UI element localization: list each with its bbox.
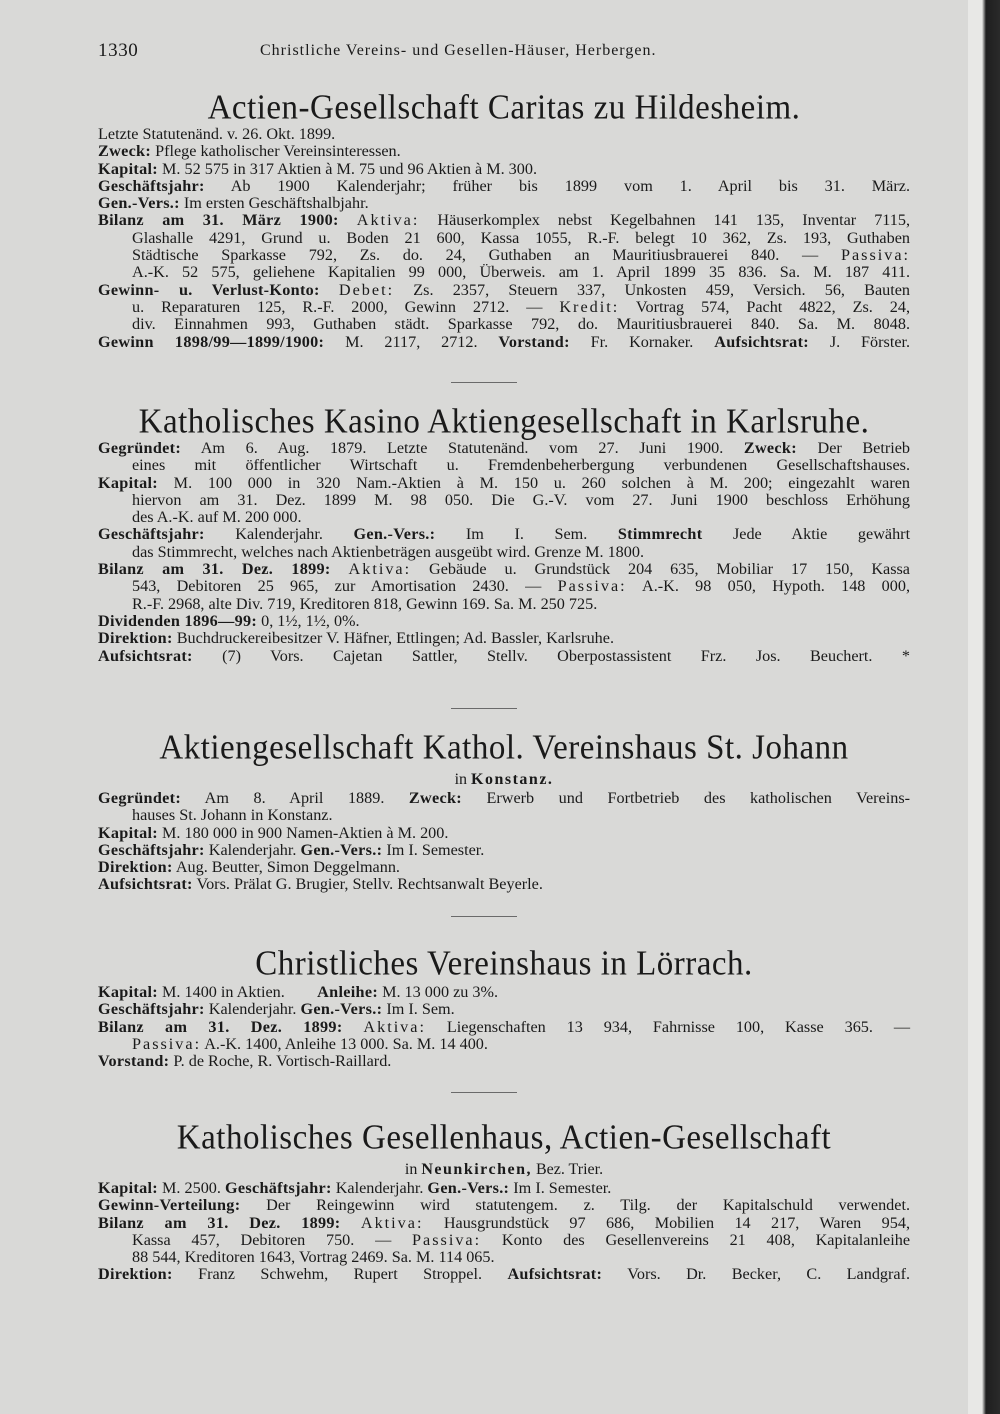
entry-line: des A.-K. auf M. 200 000. bbox=[132, 508, 302, 527]
field-label: Gen.-Vers.: bbox=[300, 1000, 383, 1019]
field-label: Aufsichtsrat: bbox=[98, 646, 193, 665]
field-label: Zweck: bbox=[98, 142, 152, 161]
section-divider bbox=[451, 708, 517, 709]
entry-line: Direktion: Aug. Beutter, Simon Deggelmann. bbox=[98, 858, 400, 877]
field-label: Geschäftsjahr: bbox=[98, 525, 205, 544]
field-label: Stimmrecht bbox=[617, 525, 703, 544]
field-label: Direktion: bbox=[98, 858, 173, 877]
field-label: Zweck: bbox=[743, 439, 797, 457]
field-label: Gen.-Vers.: bbox=[353, 525, 436, 544]
entry-line: Gewinn- u. Verlust-Konto: Debet: Zs. 2357, Steuern 337, Unkosten 459, Versich. 56, Bauten bbox=[98, 280, 911, 299]
field-label: Vorstand: bbox=[98, 1052, 170, 1071]
entry-location: in Neunkirchen, Bez. Trier. bbox=[404, 1161, 604, 1178]
field-label: Geschäftsjahr: bbox=[98, 1000, 205, 1019]
page-edge-shadow bbox=[968, 0, 1000, 1414]
entry-line: Glashalle 4291, Grund u. Boden 21 600, Kassa 1055, R.-F. belegt 10 362, Zs. 193, Guthaben bbox=[132, 228, 910, 247]
entry-line: Kapital: M. 52 575 in 317 Aktien à M. 75 und 96 Aktien à M. 300. bbox=[98, 159, 538, 178]
entry-line: Vorstand: P. de Roche, R. Vortisch-Raillard. bbox=[98, 1052, 392, 1071]
field-label: Zweck: bbox=[408, 789, 462, 807]
entry-line: R.-F. 2968, alte Div. 719, Kreditoren 818, Gewinn 169. Sa. M. 250 725. bbox=[132, 594, 598, 613]
field-label: Gegründet: bbox=[98, 789, 182, 807]
entry-title: Katholisches Kasino Aktiengesellschaft in Karlsruhe. bbox=[138, 403, 870, 441]
entry-line: Kapital: M. 2500. Geschäftsjahr: Kalenderjahr. Gen.-Vers.: Im I. Semester. bbox=[98, 1179, 612, 1197]
entry-line: Geschäftsjahr: Kalenderjahr. Gen.-Vers.: Im I. Sem. Stimmrecht Jede Aktie gewährt bbox=[98, 525, 911, 544]
entry-line: Dividenden 1896—99: 0, 1½, 1½, 0%. bbox=[98, 611, 360, 630]
entry-line: Gegründet: Am 8. April 1889. Zweck: Erwerb und Fortbetrieb des katholischen Vereins- bbox=[98, 789, 911, 807]
entry-line: Bilanz am 31. März 1900: Aktiva: Häuserkomplex nebst Kegelbahnen 141 135, Inventar 7115, bbox=[98, 211, 911, 230]
entry-line: Kapital: M. 180 000 in 900 Namen-Aktien à M. 200. bbox=[98, 823, 449, 842]
section-divider bbox=[451, 382, 517, 383]
entry-line: Bilanz am 31. Dez. 1899: Aktiva: Gebäude u. Grundstück 204 635, Mobiliar 17 150, Kassa bbox=[98, 560, 910, 579]
field-label: Dividenden 1896—99: bbox=[98, 611, 258, 630]
entry-line: das Stimmrecht, welches nach Aktienbeträgen ausgeübt wird. Grenze M. 1800. bbox=[132, 542, 645, 561]
entry-line: eines mit öffentlicher Wirtschaft u. Fremdenbeherbergung verbundenen Gesellschaftshauses. bbox=[132, 456, 910, 475]
field-label: Aufsichtsrat: bbox=[714, 332, 809, 351]
entry-caritas-hildesheim bbox=[98, 88, 910, 351]
field-label: Bilanz am 31. März 1900: bbox=[98, 211, 339, 230]
field-label: Bilanz am 31. Dez. 1899: bbox=[98, 560, 331, 579]
entry-line: 543, Debitoren 25 965, zur Amortisation 2430. — Passiva: A.-K. 98 050, Hypoth. 148 000, bbox=[132, 577, 910, 596]
field-label: Kapital: bbox=[98, 159, 158, 178]
entry-line: hauses St. Johann in Konstanz. bbox=[132, 806, 333, 825]
field-label: Gewinn- u. Verlust-Konto: bbox=[98, 280, 320, 299]
field-label: Kapital: bbox=[98, 1179, 158, 1197]
entry-line: Letzte Statutenänd. v. 26. Okt. 1899. bbox=[98, 125, 336, 143]
field-label: Aufsichtsrat: bbox=[98, 875, 193, 894]
running-title: Christliche Vereins- und Gesellen-Häuser, Herbergen. bbox=[260, 42, 657, 59]
entry-line: u. Reparaturen 125, R.-F. 2000, Gewinn 2712. — Kredit: Vortrag 574, Pacht 4822, Zs. 24, bbox=[132, 297, 911, 316]
field-label: Gen.-Vers.: bbox=[300, 840, 383, 859]
field-label: Geschäftsjahr: bbox=[224, 1179, 332, 1197]
entry-vereinshaus-loerrach bbox=[98, 944, 910, 1070]
page-number: 1330 bbox=[98, 40, 139, 61]
entry-line: Geschäftsjahr: Kalenderjahr. Gen.-Vers.: Im I. Sem. bbox=[98, 1000, 455, 1019]
field-label: Gen.-Vers.: bbox=[98, 194, 180, 213]
entry-line: Gegründet: Am 6. Aug. 1879. Letzte Statutenänd. vom 27. Juni 1900. Zweck: Der Betrieb bbox=[98, 439, 911, 457]
entry-line: Geschäftsjahr: Ab 1900 Kalenderjahr; früher bis 1899 vom 1. April bis 31. März. bbox=[98, 176, 910, 195]
entry-title: Aktiengesellschaft Kathol. Vereinshaus St. Johann bbox=[159, 729, 849, 767]
field-label: Kapital: bbox=[98, 473, 158, 492]
entry-line: Aufsichtsrat: (7) Vors. Cajetan Sattler, Stellv. Oberpostassistent Frz. Jos. Beuchert. * bbox=[98, 646, 911, 665]
entry-line: A.-K. 52 575, geliehene Kapitalien 99 000, Überweis. am 1. April 1899 35 836. Sa. M. 187 411. bbox=[132, 263, 910, 282]
entry-line: Kassa 457, Debitoren 750. — Passiva: Konto des Gesellenvereins 21 408, Kapitalanleihe bbox=[132, 1230, 911, 1249]
section-divider bbox=[451, 1092, 517, 1093]
entry-kasino-karlsruhe bbox=[98, 402, 910, 665]
entry-line: Gewinn-Verteilung: Der Reingewinn wird statutengem. z. Tilg. der Kapitalschuld verwendet. bbox=[98, 1196, 910, 1215]
field-label: Direktion: bbox=[98, 629, 173, 648]
entry-line: Bilanz am 31. Dez. 1899: Aktiva: Hausgrundstück 97 686, Mobilien 14 217, Waren 954, bbox=[98, 1213, 910, 1232]
entry-line: Direktion: Buchdruckereibesitzer V. Häfner, Ettlingen; Ad. Bassler, Karlsruhe. bbox=[98, 629, 614, 648]
field-label: Kapital: bbox=[98, 983, 158, 1001]
entry-line: Geschäftsjahr: Kalenderjahr. Gen.-Vers.: Im I. Semester. bbox=[98, 840, 485, 859]
field-label: Bilanz am 31. Dez. 1899: bbox=[98, 1017, 343, 1036]
entry-line: Zweck: Pflege katholischer Vereinsinteressen. bbox=[98, 142, 401, 161]
entry-title: Katholisches Gesellenhaus, Actien-Gesellschaft bbox=[176, 1119, 832, 1157]
entry-gesellenhaus-neunkirchen bbox=[98, 1118, 910, 1284]
field-label: Gen.-Vers.: bbox=[427, 1179, 510, 1197]
section-divider bbox=[451, 916, 517, 917]
field-label: Geschäftsjahr: bbox=[98, 176, 205, 195]
field-label: Vorstand: bbox=[498, 332, 570, 351]
field-label: Bilanz am 31. Dez. 1899: bbox=[98, 1213, 341, 1232]
entry-line: 88 544, Kreditoren 1643, Vortrag 2469. Sa. M. 114 065. bbox=[132, 1248, 495, 1267]
field-label: Gewinn 1898/99—1899/1900: bbox=[98, 332, 325, 351]
running-header bbox=[98, 36, 928, 62]
entry-line: Direktion: Franz Schwehm, Rupert Stroppel. Aufsichtsrat: Vors. Dr. Becker, C. Landgraf. bbox=[98, 1265, 911, 1284]
entry-line: hiervon am 31. Dez. 1899 M. 98 050. Die G.-V. vom 27. Juni 1900 beschloss Erhöhung bbox=[132, 490, 910, 509]
entry-line: Passiva: A.-K. 1400, Anleihe 13 000. Sa. M. 14 400. bbox=[132, 1034, 488, 1053]
field-label: Aufsichtsrat: bbox=[507, 1265, 603, 1284]
entry-line: Kapital: M. 1400 in Aktien. Anleihe: M. 13 000 zu 3%. bbox=[98, 983, 499, 1001]
field-label: Kapital: bbox=[98, 823, 158, 842]
field-label: Gewinn-Verteilung: bbox=[98, 1196, 241, 1215]
entry-line: Bilanz am 31. Dez. 1899: Aktiva: Liegenschaften 13 934, Fahrnisse 100, Kasse 365. — bbox=[98, 1017, 911, 1036]
entry-line: div. Einnahmen 993, Guthaben städt. Sparkasse 792, do. Mauritiusbrauerei 840. Sa. M. 8048. bbox=[132, 315, 910, 334]
entry-line: Gen.-Vers.: Im ersten Geschäftshalbjahr. bbox=[98, 194, 369, 213]
field-label: Direktion: bbox=[98, 1265, 173, 1284]
entry-line: Städtische Sparkasse 792, Zs. do. 24, Guthaben an Mauritiusbrauerei 840. — Passiva: bbox=[132, 246, 911, 265]
entry-vereinshaus-konstanz bbox=[98, 728, 910, 894]
entry-line: Aufsichtsrat: Vors. Prälat G. Brugier, Stellv. Rechtsanwalt Beyerle. bbox=[98, 875, 543, 894]
entry-location: in Konstanz. bbox=[454, 771, 554, 788]
field-label: Gegründet: bbox=[98, 439, 182, 457]
entry-title: Christliches Vereinshaus in Lörrach. bbox=[255, 945, 753, 983]
entry-title: Actien-Gesellschaft Caritas zu Hildesheim. bbox=[207, 89, 801, 127]
entry-line: Kapital: M. 100 000 in 320 Nam.-Aktien à M. 150 u. 260 solchen à M. 200; eingezahlt waren bbox=[98, 473, 910, 492]
field-label: Geschäftsjahr: bbox=[98, 840, 205, 859]
field-label: Anleihe: bbox=[317, 983, 379, 1001]
entry-line: Gewinn 1898/99—1899/1900: M. 2117, 2712. Vorstand: Fr. Kornaker. Aufsichtsrat: J. Förster. bbox=[98, 332, 911, 351]
